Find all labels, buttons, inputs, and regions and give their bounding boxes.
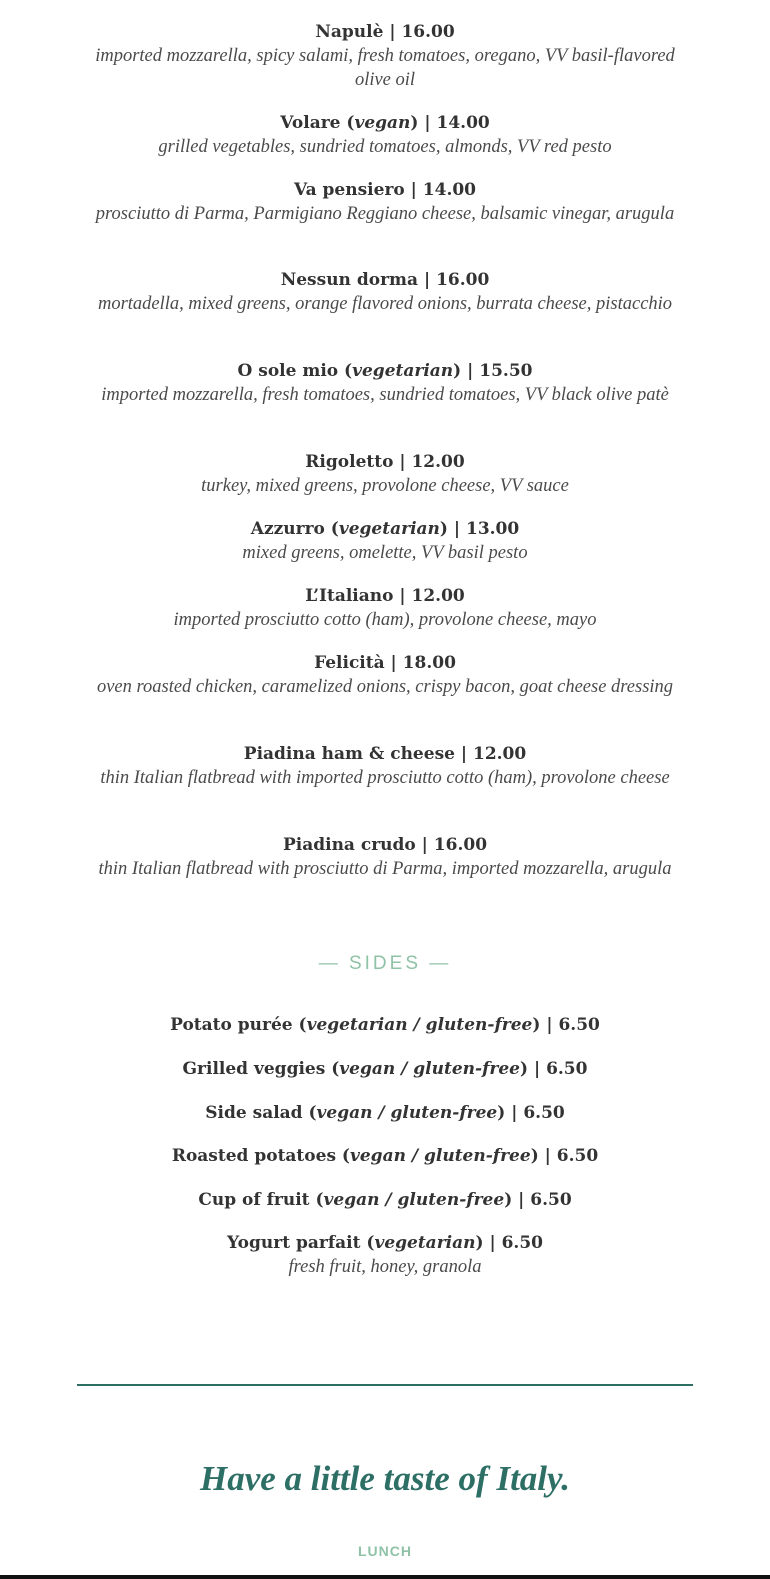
side-item-title: Grilled veggies (vegan / gluten-free) | 6.50 bbox=[182, 1059, 588, 1079]
menu-item-rigoletto bbox=[0, 450, 770, 498]
menu-item-title: Napulè | 16.00 bbox=[315, 22, 455, 42]
item-price: 15.50 bbox=[479, 361, 533, 381]
menu-item-description: imported mozzarella, fresh tomatoes, sundried tomatoes, VV black olive patè bbox=[101, 385, 669, 405]
item-name: Nessun dorma bbox=[280, 270, 419, 290]
menu-item-title: Rigoletto | 12.00 bbox=[305, 452, 465, 472]
side-item-title: Roasted potatoes (vegan / gluten-free) | 6.50 bbox=[171, 1146, 599, 1166]
item-price: 18.00 bbox=[402, 653, 456, 673]
side-item-roasted-potatoes bbox=[0, 1144, 770, 1168]
item-name: Cup of fruit bbox=[198, 1190, 310, 1210]
side-item-title: Cup of fruit (vegan / gluten-free) | 6.50 bbox=[198, 1190, 572, 1210]
menu-item-title: Felicità | 18.00 bbox=[314, 653, 456, 673]
item-name: L’Italiano bbox=[305, 586, 394, 606]
item-name: Grilled veggies bbox=[182, 1059, 326, 1079]
menu-item-description: thin Italian flatbread with imported prosciutto cotto (ham), provolone cheese bbox=[100, 768, 670, 788]
side-item-yogurt-parfait bbox=[0, 1231, 770, 1279]
menu-item-description: imported prosciutto cotto (ham), provolone cheese, mayo bbox=[173, 610, 597, 630]
menu-item-description: prosciutto di Parma, Parmigiano Reggiano cheese, balsamic vinegar, arugula bbox=[95, 204, 675, 224]
item-price: 14.00 bbox=[436, 113, 490, 133]
menu-item-napule bbox=[0, 20, 770, 92]
side-item-description: fresh fruit, honey, granola bbox=[288, 1257, 482, 1277]
menu-item-description: grilled vegetables, sundried tomatoes, almonds, VV red pesto bbox=[158, 137, 612, 157]
menu-item-title: Nessun dorma | 16.00 bbox=[280, 270, 490, 290]
side-item-title: Side salad (vegan / gluten-free) | 6.50 bbox=[205, 1103, 565, 1123]
item-name: O sole mio bbox=[237, 361, 339, 381]
menu-item-title: Azzurro (vegetarian) | 13.00 bbox=[250, 519, 520, 539]
menu-item-title: Volare (vegan) | 14.00 bbox=[280, 113, 490, 133]
item-dietary-note: vegan / gluten-free bbox=[349, 1146, 531, 1166]
menu-item-l-italiano bbox=[0, 584, 770, 632]
side-item-cup-of-fruit bbox=[0, 1188, 770, 1212]
side-item-title: Yogurt parfait (vegetarian) | 6.50 bbox=[227, 1233, 543, 1253]
menu-item-description: oven roasted chicken, caramelized onions, crispy bacon, goat cheese dressing bbox=[96, 677, 674, 697]
item-name: Piadina crudo bbox=[282, 835, 416, 855]
menu-item-title: O sole mio (vegetarian) | 15.50 bbox=[237, 361, 533, 381]
item-dietary-note: vegan / gluten-free bbox=[316, 1103, 498, 1123]
menu-item-nessun-dorma bbox=[0, 268, 770, 316]
menu-item-volare bbox=[0, 111, 770, 159]
item-price: 6.50 bbox=[530, 1190, 572, 1210]
side-item-grilled-veggies bbox=[0, 1057, 770, 1081]
tagline: Have a little taste of Italy. bbox=[199, 1459, 570, 1498]
menu-item-title: L’Italiano | 12.00 bbox=[305, 586, 465, 606]
item-price: 13.00 bbox=[465, 519, 520, 539]
item-price: 6.50 bbox=[558, 1015, 600, 1035]
item-name: Rigoletto bbox=[305, 452, 394, 472]
menu-item-title: Piadina ham & cheese | 12.00 bbox=[243, 744, 527, 764]
menu-item-piadina-ham-cheese bbox=[0, 742, 770, 790]
side-item-side-salad bbox=[0, 1101, 770, 1125]
menu-item-azzurro bbox=[0, 517, 770, 565]
item-name: Yogurt parfait bbox=[227, 1233, 361, 1253]
item-dietary-note: vegan bbox=[354, 113, 411, 133]
item-name: Potato purée bbox=[170, 1015, 293, 1035]
item-name: Side salad bbox=[205, 1103, 303, 1123]
item-price: 16.00 bbox=[436, 270, 490, 290]
bottom-border bbox=[0, 1575, 770, 1579]
item-price: 6.50 bbox=[546, 1059, 588, 1079]
item-price: 6.50 bbox=[523, 1103, 565, 1123]
menu-item-title: Piadina crudo | 16.00 bbox=[282, 835, 488, 855]
menu-item-description: turkey, mixed greens, provolone cheese, VV sauce bbox=[201, 476, 569, 496]
menu-item-description: mixed greens, omelette, VV basil pesto bbox=[242, 543, 528, 563]
item-name: Napulè bbox=[315, 22, 384, 42]
item-price: 16.00 bbox=[433, 835, 488, 855]
item-name: Va pensiero bbox=[293, 180, 405, 200]
item-price: 12.00 bbox=[411, 452, 465, 472]
item-price: 12.00 bbox=[411, 586, 465, 606]
menu-item-o-sole-mio bbox=[0, 359, 770, 407]
item-name: Piadina ham & cheese bbox=[243, 744, 455, 764]
item-price: 6.50 bbox=[501, 1233, 543, 1253]
menu-item-va-pensiero bbox=[0, 178, 770, 226]
side-item-title: Potato purée (vegetarian / gluten-free) | 6.50 bbox=[170, 1015, 600, 1035]
footer-label: LUNCH bbox=[358, 1543, 412, 1559]
item-name: Roasted potatoes bbox=[171, 1146, 337, 1166]
sides-heading: — SIDES — bbox=[318, 953, 452, 974]
item-name: Felicità bbox=[314, 653, 385, 673]
menu-item-title: Va pensiero | 14.00 bbox=[293, 180, 477, 200]
item-price: 14.00 bbox=[422, 180, 477, 200]
item-dietary-note: vegan / gluten-free bbox=[339, 1059, 520, 1079]
item-dietary-note: vegetarian bbox=[338, 519, 440, 539]
side-item-potato-puree bbox=[0, 1013, 770, 1037]
item-name: Volare bbox=[280, 113, 341, 133]
menu-item-description: thin Italian flatbread with prosciutto di Parma, imported mozzarella, arugula bbox=[98, 859, 672, 879]
item-price: 6.50 bbox=[556, 1146, 599, 1166]
menu-item-description: mortadella, mixed greens, orange flavored onions, burrata cheese, pistacchio bbox=[97, 294, 673, 314]
item-price: 12.00 bbox=[472, 744, 527, 764]
item-price: 16.00 bbox=[401, 22, 455, 42]
divider-line bbox=[77, 1384, 693, 1386]
item-dietary-note: vegetarian / gluten-free bbox=[306, 1015, 533, 1035]
item-name: Azzurro bbox=[250, 519, 325, 539]
item-dietary-note: vegetarian bbox=[352, 361, 454, 381]
menu-item-felicita bbox=[0, 651, 770, 699]
menu-item-description: imported mozzarella, spicy salami, fresh tomatoes, oregano, VV basil-flavored olive oil bbox=[95, 46, 675, 90]
item-dietary-note: vegetarian bbox=[374, 1233, 476, 1253]
item-dietary-note: vegan / gluten-free bbox=[323, 1190, 505, 1210]
menu-item-piadina-crudo bbox=[0, 833, 770, 881]
